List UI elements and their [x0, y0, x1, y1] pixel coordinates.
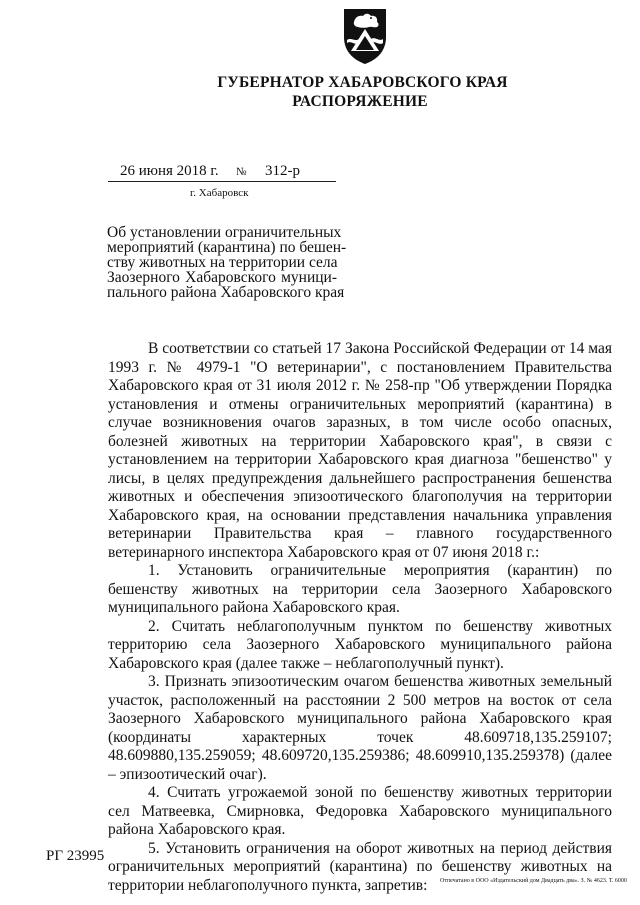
khabarovsk-coat-of-arms-icon [341, 7, 389, 65]
title-line: мероприятий (карантина) по бешен- [107, 239, 347, 256]
item-5-paragraph: 5. Установить ограничения на оборот животных на период действия ограничительных мероприятий (карантина) по бешенству животных на территории неблагополучного пункта, запретив: [108, 839, 612, 894]
document-number: 312-р [265, 163, 300, 179]
registration-code: РГ 23995 [46, 848, 105, 864]
title-line: ству животных на территории села [107, 254, 338, 271]
document-date: 26 июня 2018 г. [120, 163, 219, 179]
item-2-paragraph: 2. Считать неблагополучным пунктом по бешенству животных территорию села Заозерного Хабаровского муниципального района Хабаровского края (далее также – неблагополучный пункт). [108, 617, 612, 672]
document-city: г. Хабаровск [190, 187, 249, 199]
item-3-paragraph: 3. Признать эпизоотическим очагом бешенства животных земельный участок, расположенный на расстоянии 2 500 метров на восток от села Заозерного Хабаровского муниципального района Хабаровского края (координаты характерных точек 48.609718,135.259107; 48.609880,135.259059; 48.609720,135.259386; 48.609910,135.259378) (далее – эпизоотический очаг). [108, 673, 612, 783]
document-body [108, 340, 612, 895]
preamble-paragraph: В соответствии со статьей 17 Закона Российской Федерации от 14 мая 1993 г. № 4979-1 "О ветеринарии", с постановлением Правительства Хабаровского края от 31 июля 2012 г. № 258-пр "Об утверждении Порядка установления и отмены ограничительных мероприятий (карантина) в случае возникновения очагов заразных, в том числе особо опасных, болезней животных на территории Хабаровского края", в связи с установлением на территории Хабаровского края диагноза "бешенство" у лисы, в целях предупреждения дальнейшего распространения бешенства животных и обеспечения эпизоотического благополучия на территории Хабаровского края, на основании представления начальника управления ветеринарии Правительства края – главного государственного ветеринарного инспектора Хабаровского края от 07 июня 2018 г.: [108, 340, 612, 561]
document-title [107, 224, 347, 301]
title-line: Об установлении ограничительных [107, 224, 342, 241]
title-line: Заозерного Хабаровского муници- [107, 269, 337, 286]
title-line: пального района Хабаровского края [107, 284, 345, 301]
item-1-paragraph: 1. Установить ограничительные мероприятия (карантин) по бешенству животных на территории села Заозерного Хабаровского муниципального района Хабаровского края. [108, 562, 612, 616]
date-number-line [108, 163, 336, 183]
document-type-heading: РАСПОРЯЖЕНИЕ [292, 93, 428, 110]
print-note: Отпечатано в ООО «Издательский дом Двадцать два». З. № 4623. Т. 6000 [440, 878, 627, 884]
issuer-heading: ГУБЕРНАТОР ХАБАРОВСКОГО КРАЯ [217, 74, 508, 91]
date-underline [108, 181, 336, 182]
number-sign: № [236, 166, 247, 178]
item-4-paragraph: 4. Считать угрожаемой зоной по бешенству животных территории сел Матвеевка, Смирновка, Федоровка Хабаровского муниципального района Хабаровского края. [108, 784, 612, 838]
